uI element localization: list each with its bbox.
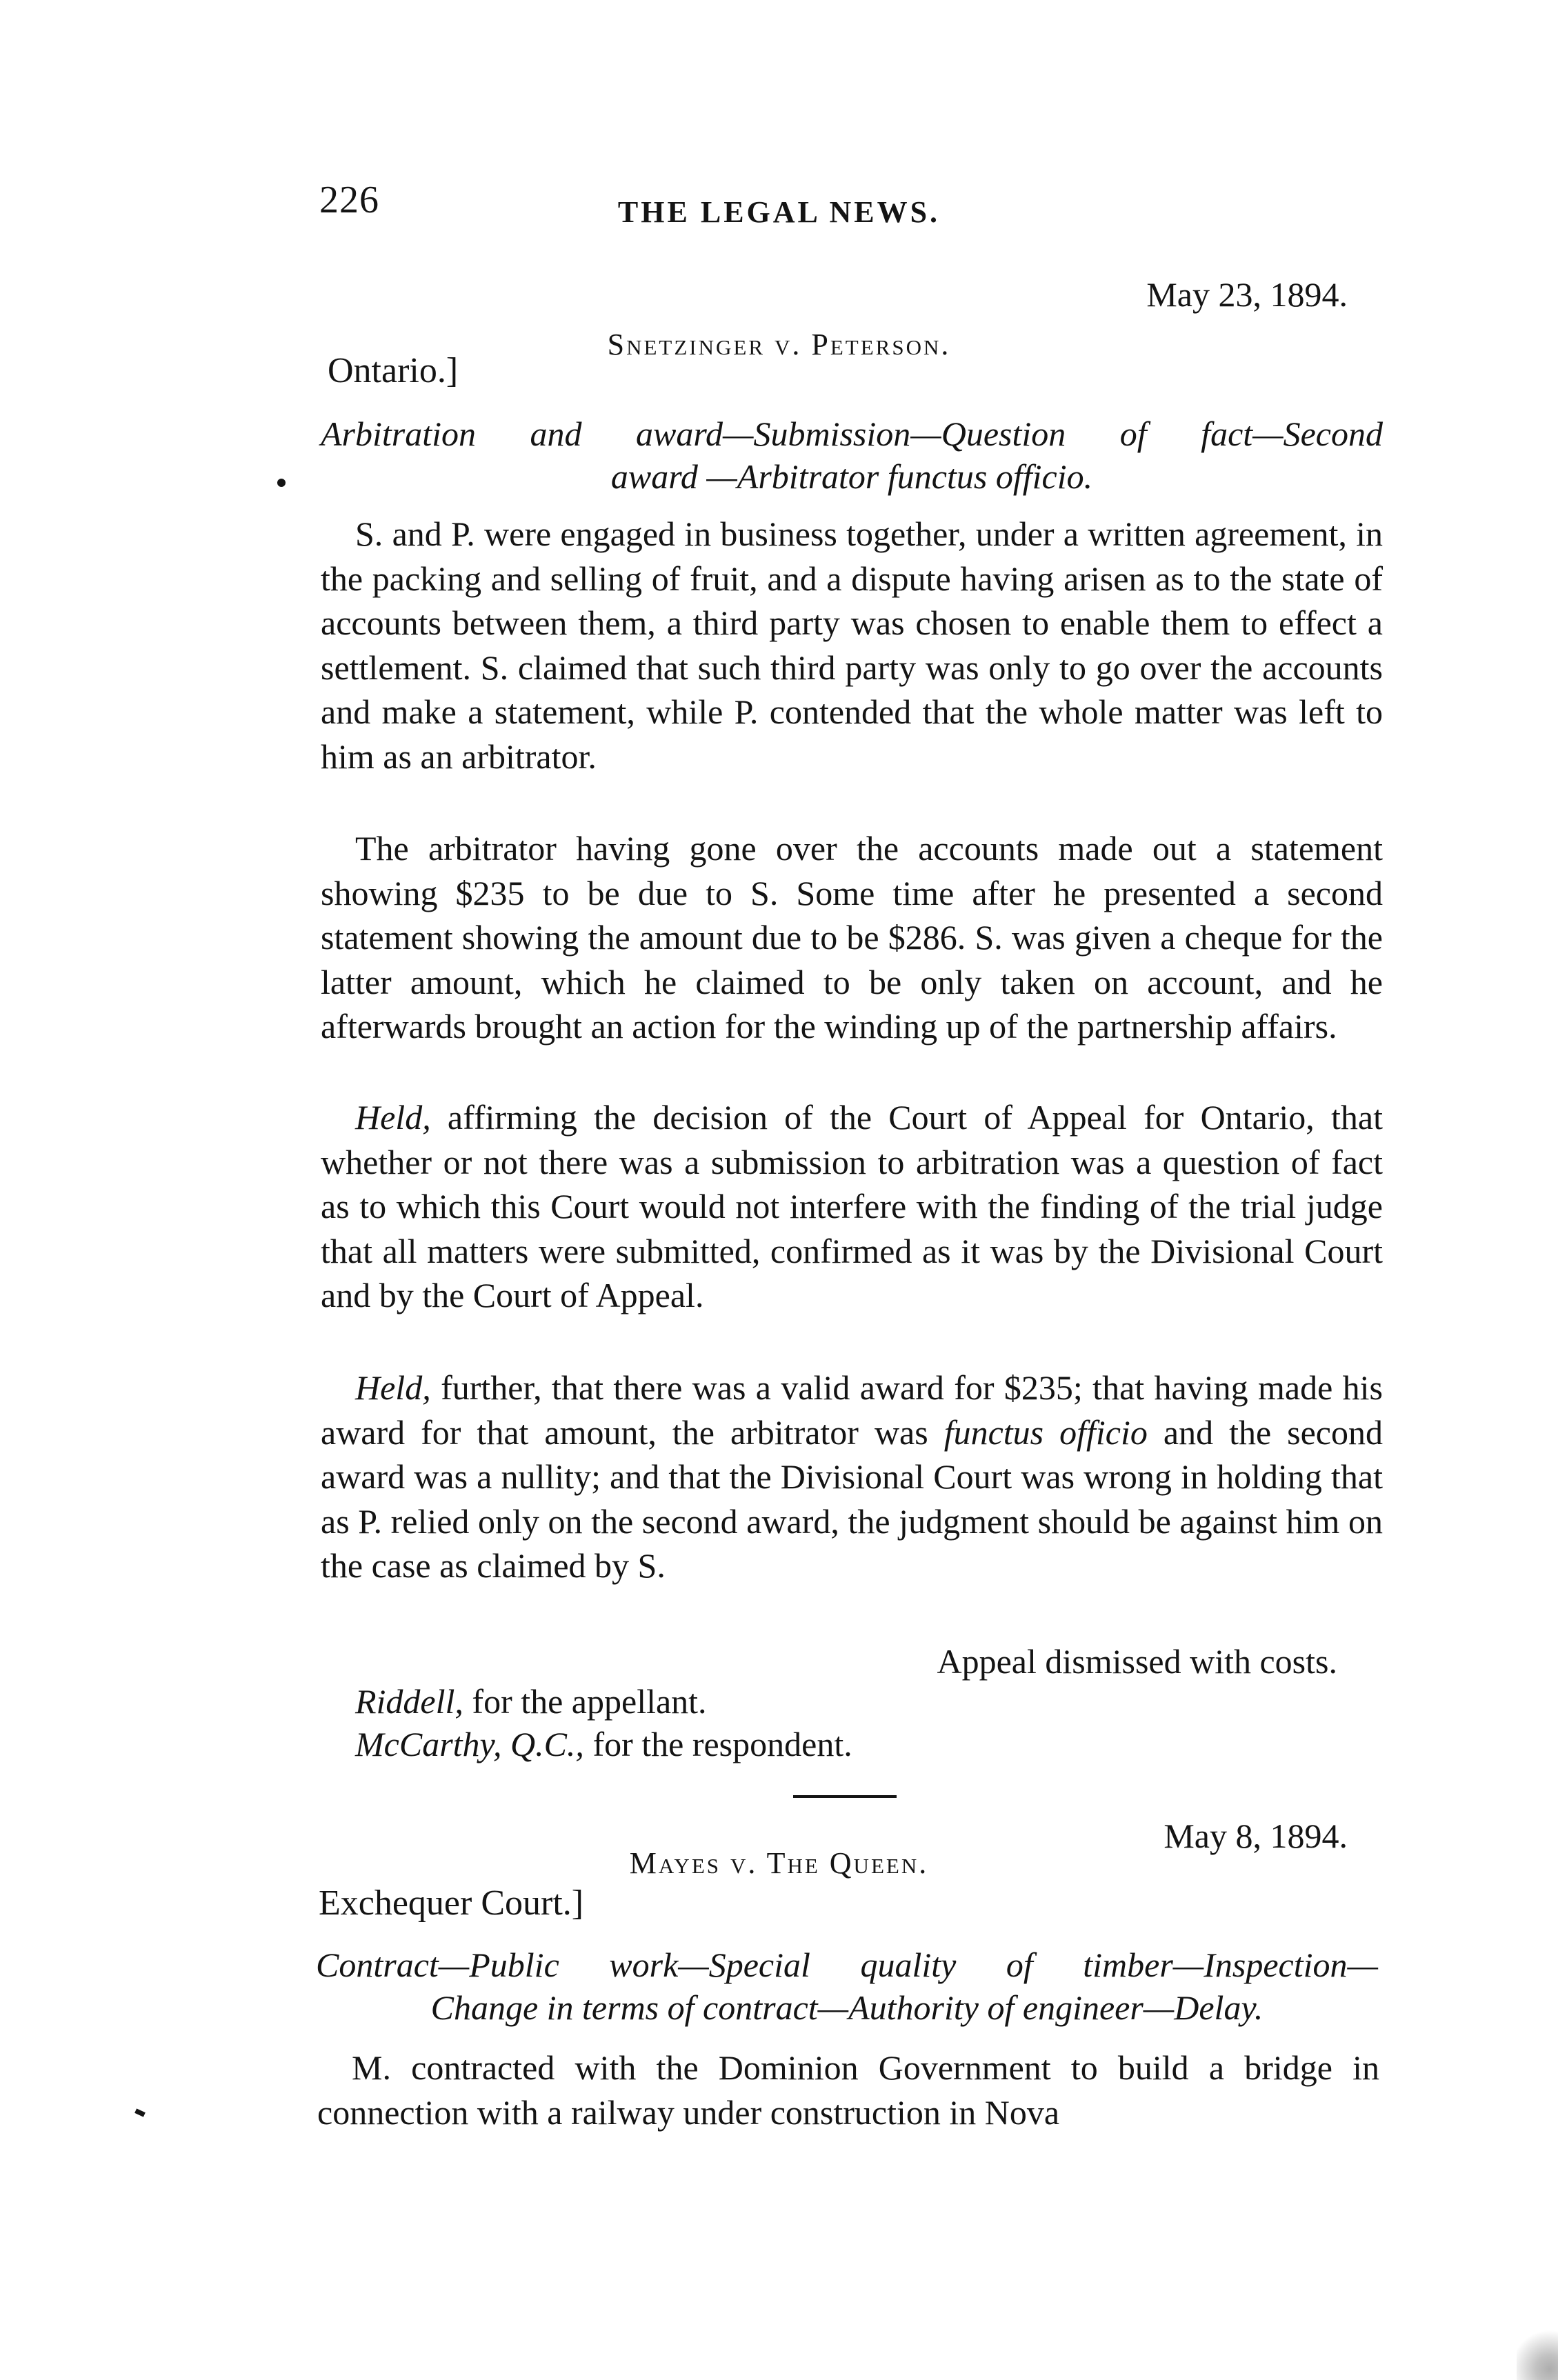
case1-paragraph-2: The arbitrator having gone over the accounts made out a statement showing $235 to be due to S. Some time after he presented a second statement showing the amount due to be $286. S. was given a cheque for the latter amount, which he claimed to be only taken on account, and he afterwards brought an action for the winding up of the partnership affairs. — [321, 829, 1383, 1046]
case2-date: May 8, 1894. — [1163, 1817, 1348, 1855]
section-divider — [793, 1795, 897, 1798]
margin-dot-mark — [277, 479, 286, 487]
counsel-appellant — [355, 1681, 707, 1721]
case1-paragraph-1: S. and P. were engaged in business together, under a written agreement, in the packing and selling of fruit, and a dispute having arisen as to the state of accounts between them, a third party was chosen to enable them to effect a settlement. S. claimed that such third party was only to go over the accounts and make a statement, while P. contended that the whole matter was left to him as an arbitrator. — [321, 514, 1383, 776]
held-label: Held, — [355, 1368, 431, 1407]
counsel-appellant-name: Riddell, — [355, 1682, 463, 1721]
case1-headnote-line2: award —Arbitrator functus officio. — [610, 457, 1093, 496]
case1-paragraph-3-text: affirming the decision of the Court of Appeal for Ontario, that whether or not there was a submission to arbitration was a question of fact as to which this Court would not interfere with the finding of the trial judge that all matters were submitted, confirmed as it was by the Divisional Court and by the Court of Appeal. — [321, 1098, 1383, 1314]
case1-title: Snetzinger v. Peterson. — [607, 328, 951, 361]
case2-title: Mayes v. The Queen. — [629, 1846, 929, 1880]
case2-headnote-line1: Contract—Public work—Special quality of timber—Inspection— — [316, 1946, 1378, 1984]
case2-headnote-line2: Change in terms of contract—Authority of engineer—Delay. — [430, 1988, 1264, 2027]
case1-date: May 23, 1894. — [1146, 275, 1348, 314]
case1-disposition: Appeal dismissed with costs. — [937, 1642, 1337, 1681]
case1-court: Ontario.] — [328, 351, 459, 390]
case2-headnote — [316, 1943, 1378, 2029]
case2-paragraph-1: M. contracted with the Dominion Government to build a bridge in connection with a railway under construction in Nova — [317, 2048, 1379, 2132]
counsel-respondent-name: McCarthy, Q.C., — [355, 1725, 584, 1763]
functus-officio-phrase: functus officio — [943, 1412, 1148, 1452]
case1-headnote-line1: Arbitration and award—Submission—Question of fact—Second — [321, 414, 1383, 453]
held-label: Held, — [355, 1098, 431, 1137]
counsel-appellant-role: for the appellant. — [463, 1682, 707, 1721]
case1-paragraph-4-text-b: and the second award was a nullity; and that the Divisional Court was wrong in holding that as P. relied only on the second award, the judgment should be against him on the case as claimed by S. — [321, 1412, 1383, 1585]
case2-court: Exchequer Court.] — [319, 1883, 584, 1923]
case1-paragraph-3 — [321, 1095, 1383, 1318]
page-number: 226 — [319, 179, 379, 221]
case1-paragraph-4-text-a: further, that there was a valid award for $235; that having made his award for that amount, the arbitrator was — [321, 1368, 1383, 1452]
case1-headnote — [321, 412, 1383, 498]
margin-dash-mark — [134, 2108, 146, 2117]
counsel-respondent-role: for the respondent. — [583, 1725, 852, 1763]
case1-paragraph-4 — [321, 1366, 1383, 1588]
running-head: THE LEGAL NEWS. — [617, 195, 941, 229]
corner-scan-speck — [1517, 2325, 1558, 2380]
counsel-respondent — [355, 1724, 852, 1764]
